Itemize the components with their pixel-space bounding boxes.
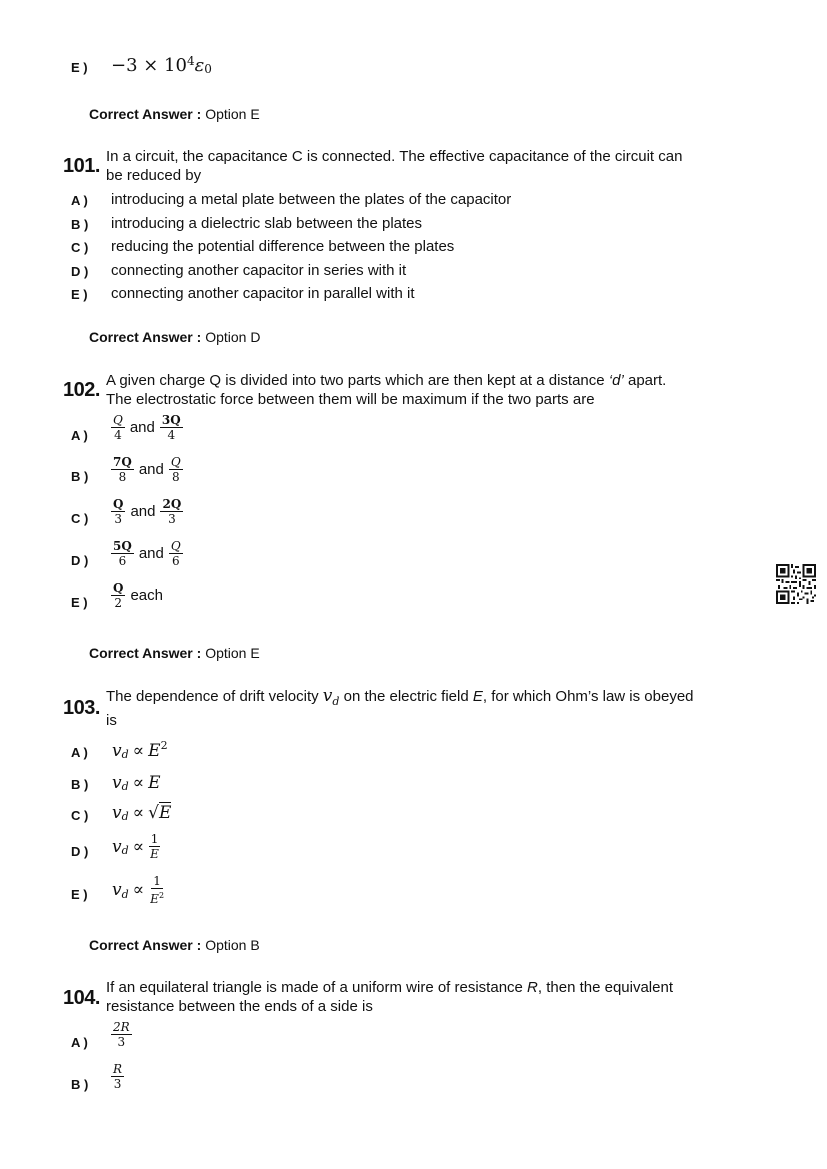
q104-question-text — [106, 978, 776, 1016]
q101-option-a-text: introducing a metal plate between the plates of the capacitor — [111, 191, 512, 208]
q101-question-text — [106, 147, 776, 185]
rhs-sup: 2 — [160, 739, 168, 752]
denominator: 8 — [118, 470, 127, 484]
fraction — [111, 1062, 124, 1091]
answer-label: Correct Answer : — [89, 937, 202, 953]
denominator: 4 — [114, 428, 122, 442]
q101-text-line2: be reduced by — [106, 167, 202, 184]
q103-option-d-label: D ) — [71, 844, 89, 859]
numerator: Q — [170, 455, 181, 469]
q103-text-e: E — [472, 688, 483, 705]
fraction — [111, 413, 125, 442]
q104-text-r: R — [527, 979, 538, 996]
q103-option-c-formula — [112, 802, 171, 823]
denominator: 8 — [171, 470, 180, 484]
v-symbol: v — [112, 772, 122, 793]
fraction — [111, 581, 125, 610]
denominator: 3 — [117, 1035, 126, 1049]
join-word: and — [138, 545, 164, 562]
numerator: 1 — [150, 832, 159, 846]
q103-option-d-formula — [112, 832, 161, 861]
q102-option-a-formula — [111, 413, 183, 442]
answer-value: Option D — [205, 329, 261, 345]
denominator: 4 — [167, 428, 176, 442]
q104-option-a-label: A ) — [71, 1035, 88, 1050]
proportional-symbol: ∝ — [132, 802, 145, 823]
q104-option-b-label: B ) — [71, 1077, 89, 1092]
q104-number: 104. — [63, 987, 100, 1009]
q103-option-b-formula — [112, 772, 161, 793]
q100-option-e-formula — [111, 54, 212, 76]
fraction — [148, 832, 161, 861]
q100-exp: 4 — [186, 54, 195, 68]
rhs: E — [159, 803, 172, 823]
rhs: E — [148, 740, 161, 761]
q104-text-part: If an equilateral triangle is made of a uniform wire of resistance — [106, 979, 528, 996]
q103-option-e-label: E ) — [71, 887, 88, 902]
q101-option-e-label: E ) — [71, 287, 88, 302]
q100-epsilon: ε — [194, 54, 205, 76]
join-word: and — [138, 461, 164, 478]
proportional-symbol: ∝ — [132, 772, 145, 793]
q103-option-a-formula — [112, 740, 168, 761]
q101-number: 101. — [63, 155, 100, 177]
q102-option-a-label: A ) — [71, 428, 88, 443]
fraction — [111, 455, 134, 484]
q102-text-part: apart. — [623, 372, 667, 389]
fraction — [111, 497, 125, 526]
numerator: 3Q — [161, 413, 181, 427]
q102-text-part: A given charge Q is divided into two parts which are then kept at a distance — [106, 372, 609, 389]
fraction — [160, 497, 183, 526]
q102-option-d-formula — [111, 539, 183, 568]
denominator: 3 — [113, 1077, 122, 1091]
q102-option-e-formula — [111, 581, 163, 610]
q102-option-b-formula — [111, 455, 183, 484]
q101-option-b-text: introducing a dielectric slab between the plates — [111, 215, 423, 232]
numerator: Q — [113, 413, 123, 427]
numerator: 7Q — [113, 455, 132, 469]
numerator: 1 — [153, 874, 161, 888]
answer-value: Option E — [205, 106, 260, 122]
q104-text-part: , then the equivalent — [537, 979, 673, 996]
proportional-symbol: ∝ — [132, 740, 145, 761]
q103-text-v: v — [322, 686, 333, 706]
denominator-base: E — [150, 892, 159, 906]
answer-value: Option B — [205, 937, 260, 953]
answer-value: Option E — [205, 645, 260, 661]
q102-text-line1 — [106, 371, 776, 390]
q102-number: 102. — [63, 379, 100, 401]
numerator: Q — [170, 539, 181, 553]
q103-number: 103. — [63, 697, 100, 719]
q102-text-d: ‘d’ — [608, 372, 624, 389]
answer-label: Correct Answer : — [89, 106, 202, 122]
q103-text-part: The dependence of drift velocity — [106, 688, 323, 705]
q102-option-d-label: D ) — [71, 553, 89, 568]
q103-text-line1 — [106, 687, 776, 711]
q101-option-d-text: connecting another capacitor in series with it — [111, 262, 407, 279]
q102-text-line2: The electrostatic force between them will be maximum if the two parts are — [106, 391, 595, 408]
q103-text-part: on the electric field — [339, 688, 473, 705]
q102-option-e-label: E ) — [71, 595, 88, 610]
v-symbol: v — [112, 740, 122, 761]
q100-coef: −3 × 10 — [111, 54, 187, 76]
denominator: 6 — [118, 554, 127, 568]
v-sub: d — [121, 748, 129, 761]
fraction — [169, 455, 183, 484]
sqrt-symbol: √ — [148, 802, 160, 823]
fraction — [148, 874, 166, 906]
q101-option-c-text: reducing the potential difference between the plates — [111, 238, 455, 255]
q102-option-b-label: B ) — [71, 469, 89, 484]
q102-question-text — [106, 371, 776, 409]
qr-code-icon — [776, 564, 816, 604]
q103-correct-answer — [89, 937, 260, 953]
denominator: 3 — [168, 512, 176, 526]
q101-option-e-text: connecting another capacitor in parallel with it — [111, 285, 415, 302]
q102-option-c-formula — [111, 497, 183, 526]
q103-text-part: , for which Ohm’s law is obeyed — [482, 688, 694, 705]
denominator — [148, 889, 166, 906]
denominator-sup: 2 — [158, 891, 165, 900]
answer-label: Correct Answer : — [89, 645, 202, 661]
proportional-symbol: ∝ — [132, 836, 145, 857]
join-word: each — [130, 587, 163, 604]
v-symbol: v — [112, 836, 122, 857]
denominator: E — [150, 847, 159, 861]
numerator: 2Q — [162, 497, 182, 511]
v-symbol: v — [112, 880, 122, 900]
denominator: 2 — [114, 596, 123, 610]
q103-text-vsub: d — [332, 695, 340, 708]
fraction — [111, 1020, 132, 1049]
q104-text-line2: resistance between the ends of a side is — [106, 998, 373, 1015]
v-symbol: v — [112, 802, 122, 823]
numerator: Q — [113, 581, 124, 595]
q104-option-b-formula — [111, 1062, 124, 1091]
numerator: 5Q — [113, 539, 132, 553]
q103-option-a-label: A ) — [71, 745, 88, 760]
q103-question-text — [106, 687, 776, 730]
q104-option-a-formula — [111, 1020, 132, 1049]
q104-text-line1 — [106, 978, 776, 997]
q103-text-line2: is — [106, 712, 117, 729]
q100-correct-answer — [89, 106, 260, 122]
numerator: R — [113, 1062, 123, 1076]
denominator: 3 — [114, 512, 123, 526]
answer-label: Correct Answer : — [89, 329, 202, 345]
proportional-symbol: ∝ — [132, 880, 145, 900]
q102-correct-answer — [89, 645, 260, 661]
v-sub: d — [121, 887, 129, 901]
q101-text-line1: In a circuit, the capacitance C is connected. The effective capacitance of the circuit can — [106, 148, 683, 165]
denominator: 6 — [171, 554, 180, 568]
q101-option-b-label: B ) — [71, 217, 89, 232]
numerator: Q — [113, 497, 124, 511]
q103-option-e-formula — [112, 874, 166, 906]
fraction — [111, 539, 134, 568]
q101-option-c-label: C ) — [71, 240, 89, 255]
v-sub: d — [121, 844, 129, 857]
v-sub: d — [121, 780, 129, 793]
q103-option-c-label: C ) — [71, 808, 89, 823]
q103-option-b-label: B ) — [71, 777, 89, 792]
q100-option-e-label: E ) — [71, 60, 88, 75]
q101-option-d-label: D ) — [71, 264, 89, 279]
numerator: 2R — [113, 1020, 130, 1034]
q101-correct-answer — [89, 329, 260, 345]
q100-sub: 0 — [204, 62, 212, 76]
rhs: E — [148, 772, 161, 793]
join-word: and — [130, 503, 156, 520]
q102-option-c-label: C ) — [71, 511, 89, 526]
fraction — [169, 539, 183, 568]
fraction — [160, 413, 183, 442]
join-word: and — [129, 419, 155, 436]
q101-option-a-label: A ) — [71, 193, 88, 208]
v-sub: d — [121, 810, 129, 823]
